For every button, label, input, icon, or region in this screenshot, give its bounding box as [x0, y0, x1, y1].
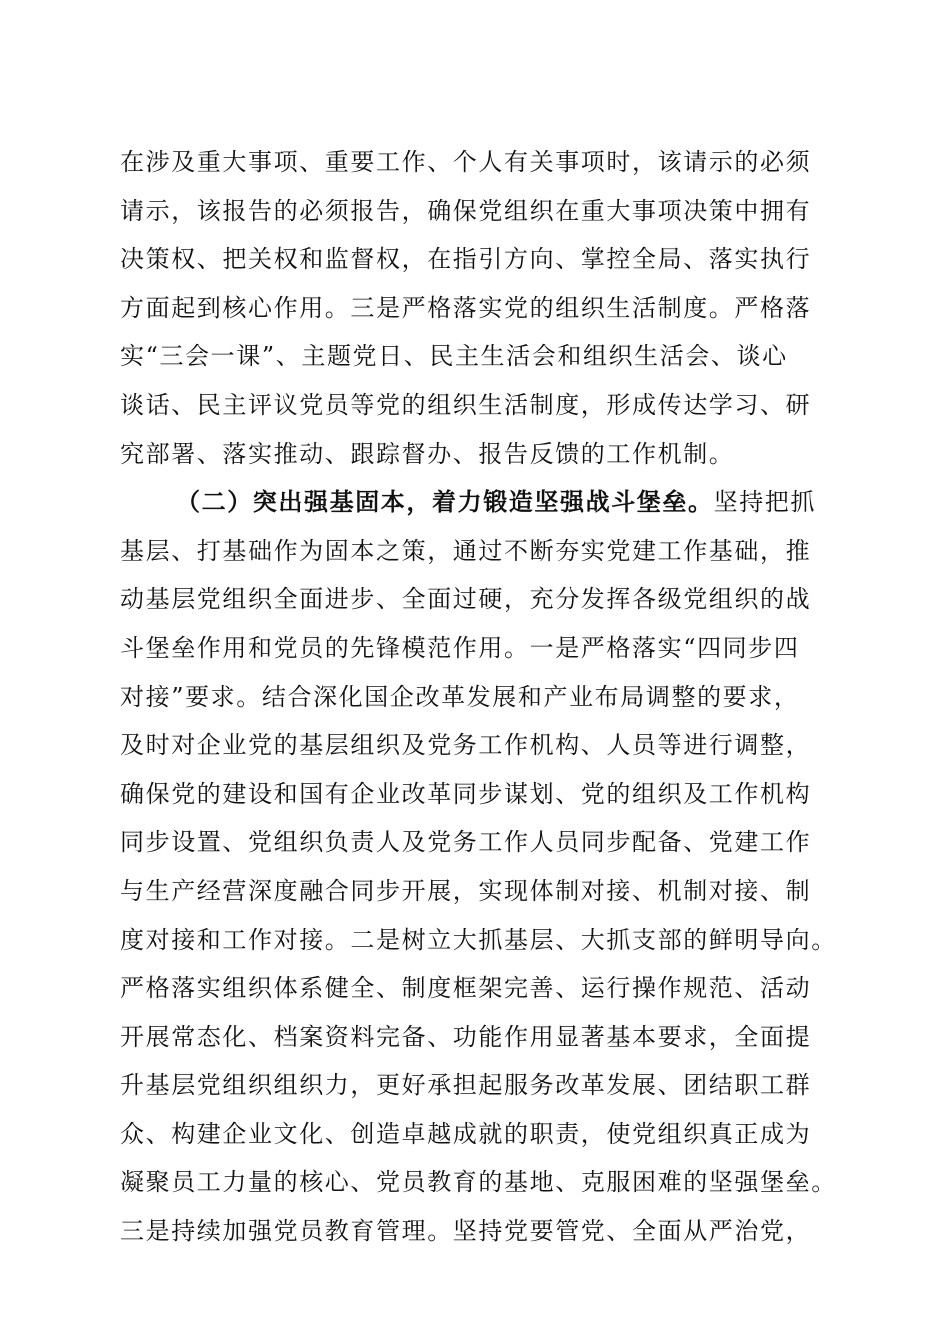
body-line: 方面起到核心作用。三是严格落实党的组织生活制度。严格落 — [120, 293, 812, 322]
body-line: 实“三会一课”、主题党日、民主生活会和组织生活会、谈心 — [120, 342, 788, 371]
body-line: 究部署、落实推动、跟踪督办、报告反馈的工作机制。 — [120, 439, 735, 468]
body-line: 请示，该报告的必须报告，确保党组织在重大事项决策中拥有 — [120, 196, 812, 225]
body-line: 严格落实组织体系健全、制度框架完善、运行操作规范、活动 — [120, 974, 812, 1003]
section-heading-line — [120, 478, 840, 527]
body-line: 谈话、民主评议党员等党的组织生活制度，形成传达学习、研 — [120, 390, 812, 419]
body-line: 三是持续加强党员教育管理。坚持党要管党、全面从严治党， — [120, 1217, 812, 1246]
body-line: 确保党的建设和国有企业改革同步谋划、党的组织及工作机构 — [120, 779, 812, 808]
body-line: 开展常态化、档案资料完备、功能作用显著基本要求，全面提 — [120, 1022, 812, 1051]
body-line: 基层、打基础作为固本之策，通过不断夯实党建工作基础，推 — [120, 536, 812, 565]
body-line: 斗堡垒作用和党员的先锋模范作用。一是严格落实“四同步四 — [120, 633, 800, 662]
body-line: 决策权、把关权和监督权，在指引方向、掌控全局、落实执行 — [120, 245, 812, 274]
heading-line-continuation: 坚持把抓 — [713, 488, 817, 517]
document-body — [120, 138, 840, 1256]
section-heading: （二）突出强基固本，着力锻造坚强战斗堡垒。 — [176, 487, 714, 517]
body-line: 动基层党组织全面进步、全面过硬，充分发挥各级党组织的战 — [120, 585, 812, 614]
body-line: 与生产经营深度融合同步开展，实现体制对接、机制对接、制 — [120, 876, 812, 905]
body-line: 及时对企业党的基层组织及党务工作机构、人员等进行调整， — [120, 731, 812, 760]
body-line: 同步设置、党组织负责人及党务工作人员同步配备、党建工作 — [120, 828, 812, 857]
body-line: 在涉及重大事项、重要工作、个人有关事项时，该请示的必须 — [120, 148, 812, 176]
body-line: 众、构建企业文化、创造卓越成就的职责，使党组织真正成为 — [120, 1119, 812, 1148]
body-line: 对接”要求。结合深化国企改革发展和产业布局调整的要求， — [120, 682, 800, 711]
body-line: 凝聚员工力量的核心、党员教育的基地、克服困难的坚强堡垒。 — [120, 1168, 837, 1197]
body-line: 度对接和工作对接。二是树立大抓基层、大抓支部的鲜明导向。 — [120, 925, 837, 954]
body-line: 升基层党组织组织力，更好承担起服务改革发展、团结职工群 — [120, 1071, 812, 1100]
